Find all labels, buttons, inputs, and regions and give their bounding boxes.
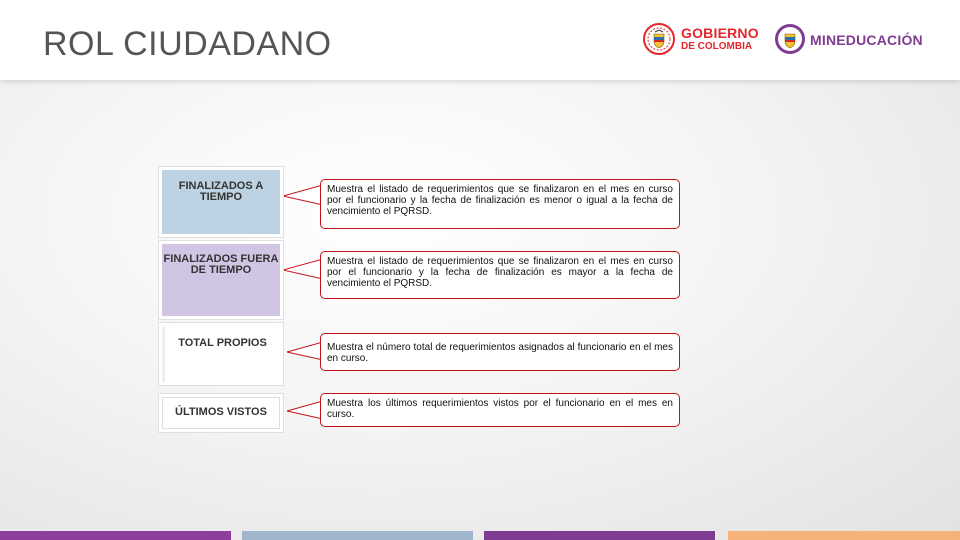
footer-bar-purple	[0, 531, 231, 540]
colombia-coat-of-arms-icon	[643, 23, 675, 55]
gobierno-logo-text: GOBIERNO	[681, 25, 759, 41]
tile-finalizados-fuera-de-tiempo	[158, 240, 284, 320]
mineducacion-logo-text: MINEDUCACIÓN	[810, 32, 923, 48]
mineducacion-logo	[774, 23, 934, 57]
page-title: ROL CIUDADANO	[43, 25, 332, 63]
de-colombia-logo-text: DE COLOMBIA	[681, 41, 753, 52]
footer-bar-violet	[484, 531, 715, 540]
tile-label: FINALIZADOS FUERA DE TIEMPO	[162, 244, 280, 316]
slide-header	[0, 0, 960, 80]
tile-total-propios	[158, 322, 284, 386]
gobierno-de-colombia-logo	[643, 23, 763, 57]
tile-label: ÚLTIMOS VISTOS	[162, 397, 280, 429]
tile-ultimos-vistos	[158, 393, 284, 433]
tile-label: FINALIZADOS A TIEMPO	[162, 170, 280, 234]
tile-label: TOTAL PROPIOS	[162, 326, 280, 382]
callout-finalizados-fuera-de-tiempo: Muestra el listado de requerimientos que se finalizaron en el mes en curso por el funcionario y la fecha de finalización es mayor a la fecha de vencimiento el PQRSD.	[320, 251, 680, 299]
callout-ultimos-vistos: Muestra los últimos requerimientos vistos por el funcionario en el mes en curso.	[320, 393, 680, 427]
callout-total-propios: Muestra el número total de requerimientos asignados al funcionario en el mes en curso.	[320, 333, 680, 371]
footer-bar-blue	[242, 531, 473, 540]
footer-bar-orange	[728, 531, 960, 540]
callout-pointers	[283, 0, 323, 540]
callout-finalizados-a-tiempo: Muestra el listado de requerimientos que se finalizaron en el mes en curso por el funcionario y la fecha de finalización es menor o igual a la fecha de vencimiento el PQRSD.	[320, 179, 680, 229]
tile-finalizados-a-tiempo	[158, 166, 284, 238]
mineducacion-seal-icon	[774, 23, 806, 55]
